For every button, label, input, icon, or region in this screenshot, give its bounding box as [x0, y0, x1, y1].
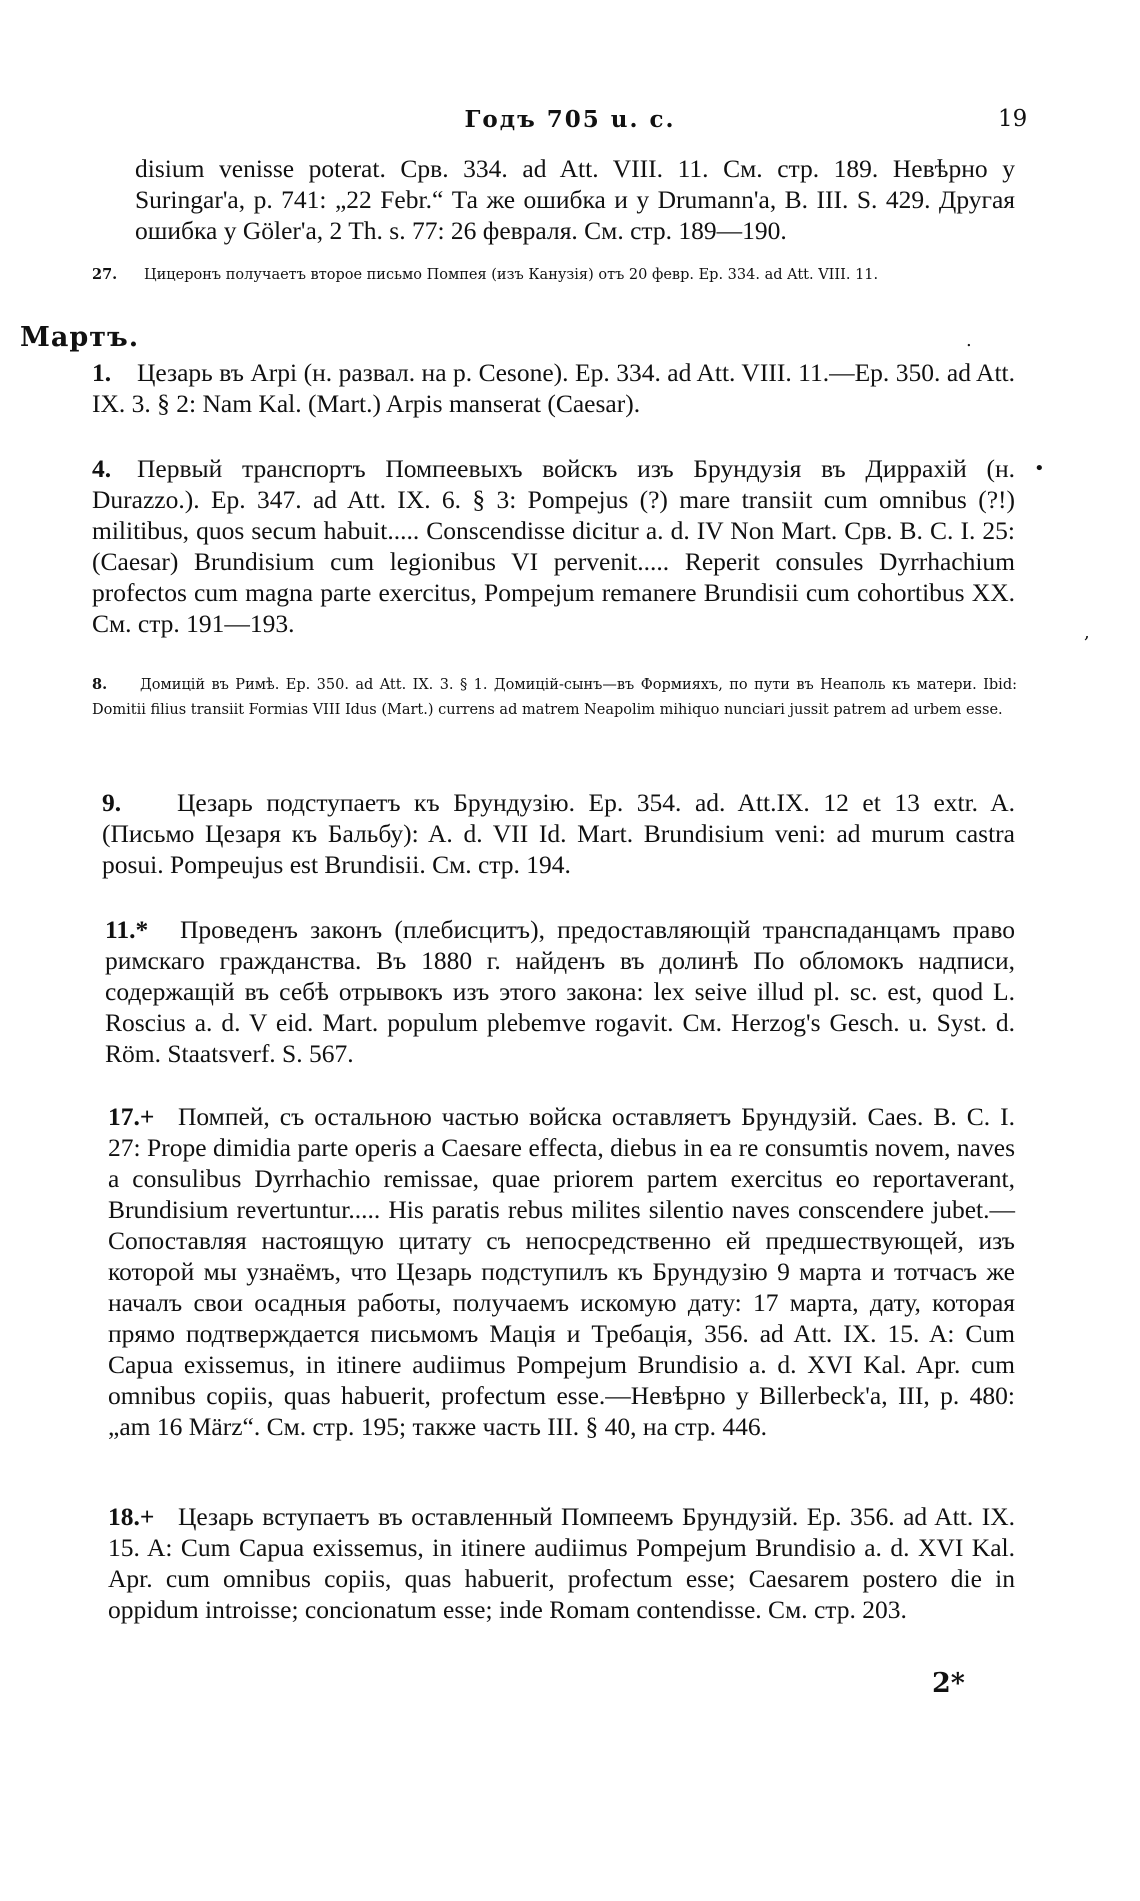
entry-text: Цезарь подступаетъ къ Брундузію. Ep. 354. ad. Att.IX. 12 et 13 extr. A. (Письмо Цезаря къ Бальбу): A. d. VII Id. Mart. Brundisium veni: ad murum castra posui. Pompeujus est Brundisii. См. стр. 194. [102, 788, 1015, 879]
entry-march-4 [92, 453, 1015, 639]
printer-signature-mark: 2* [932, 1668, 965, 1699]
entry-number: 4. [92, 454, 112, 483]
entry-march-18 [108, 1501, 1015, 1625]
section-heading-march: Мартъ. [20, 322, 140, 353]
margin-tick-mark: , [1084, 622, 1090, 643]
entry-march-1 [92, 357, 1015, 419]
margin-dot-mark: . [966, 330, 972, 351]
entry-number: 9. [102, 788, 122, 817]
entry-number: 17.+ [108, 1102, 155, 1131]
margin-dot-mark: • [1034, 458, 1045, 479]
entry-text: Цезарь въ Arpi (н. развал. на р. Cesone). Ep. 334. ad Att. VIII. 11.—Ep. 350. ad Att. IX. 3. § 2: Nam Kal. (Mart.) Arpis manserat (Caesar). [92, 358, 1015, 418]
entry-number: 11.* [105, 915, 149, 944]
page-number: 19 [998, 106, 1028, 132]
entry-number: 1. [92, 358, 112, 387]
entry-march-8 [92, 672, 1017, 723]
entry-march-17 [108, 1101, 1015, 1442]
entry-text: Первый транспортъ Помпеевыхъ войскъ изъ Брундузія въ Диррахій (н. Durazzo.). Ep. 347. ad Att. IX. 6. § 3: Pompejus (?) mare transiit cum omnibus (?!) militibus, quos secum habuit..... Conscendisse dicitur a. d. IV Non Mart. Срв. B. C. I. 25: (Caesar) Brundisium cum legionibus VI pervenit..... Reperit consules Dyrrhachium profectos cum magna parte exercitus, Pompejum remanere Brundisii cum cohortibus XX. См. стр. 191—193. [92, 454, 1015, 638]
entry-number: 18.+ [108, 1502, 155, 1531]
entry-text: Цицеронъ получаетъ второе письмо Помпея (изъ Канузія) отъ 20 февр. Ep. 334. ad Att. VIII. 11. [144, 267, 879, 283]
entry-text: Проведенъ законъ (плебисцитъ), предоставляющій транспаданцамъ право римскаго гражданства. Въ 1880 г. найденъ въ долинѣ По обломокъ надписи, содержащій въ себѣ отрывокъ изъ этого закона: lex seive illud pl. sc. est, quod L. Roscius a. d. V eid. Mart. populum plebemve rogavit. См. Herzog's Gesch. u. Syst. d. Röm. Staatsverf. S. 567. [105, 915, 1015, 1068]
entry-march-11 [105, 914, 1015, 1069]
entry-text: Домицій въ Римѣ. Ep. 350. ad Att. IX. 3. § 1. Домицій-сынъ—въ Формияхъ, по пути въ Неаполь къ матери. Ibid: Domitii filius transiit Formias VIII Idus (Mart.) currens ad matrem Neapolim mihiquo nunciari jussit patrem ad urbem esse. [92, 677, 1017, 718]
entry-text: Помпей, съ остальною частью войска оставляетъ Брундузій. Caes. B. C. I. 27: Prope dimidia parte operis a Caesare effecta, diebus in ea re consumtis novem, naves a consulibus Dyrrhachio remissae, quae priorem partem exercitus eo reportaverant, Brundisium revertuntur..... His paratis rebus milites silentio naves conscendere jubet.—Сопоставляя настоящую цитату съ непосредственно ей предшествующей, изъ которой мы узнаёмъ, что Цезарь подступилъ къ Брундузію 9 марта и тотчасъ же началъ свои осадныя работы, получаемъ искомую дату: 17 марта, дату, которая прямо подтверждается письмомъ Мація и Требація, 356. ad Att. IX. 15. A: Cum Capua exissemus, in itinere audiimus Pompejum Brundisio a. d. XVI Kal. Apr. cum omnibus copiis, quas habuerit, profectum esse.—Невѣрно у Billerbeck'a, III, p. 480: „am 16 März“. См. стр. 195; также часть III. § 40, на стр. 446. [108, 1102, 1015, 1441]
running-head: Годъ 705 u. c. [464, 106, 676, 133]
intro-paragraph: disium venisse poterat. Срв. 334. ad Att. VIII. 11. См. стр. 189. Невѣрно у Suringar'a, p. 741: „22 Febr.“ Та же ошибка и у Drumann'a, B. III. S. 429. Другая ошибка у Göler'a, 2 Th. s. 77: 26 февраля. См. стр. 189—190. [135, 154, 1015, 245]
entry-march-9 [102, 787, 1015, 880]
entry-number: 27. [92, 266, 118, 283]
entry-27 [92, 262, 1017, 288]
entry-number: 8. [92, 676, 108, 693]
entry-text: Цезарь вступаетъ въ оставленный Помпеемъ Брундузій. Ep. 356. ad Att. IX. 15. A: Cum Capua exissemus, in itinere audiimus Pompejum Brundisio a. d. XVI Kal. Apr. cum omnibus copiis, quas habuerit, profectum esse; Caesarem postero die in oppidum introisse; concionatum esse; inde Romam contendisse. См. стр. 203. [108, 1502, 1015, 1624]
